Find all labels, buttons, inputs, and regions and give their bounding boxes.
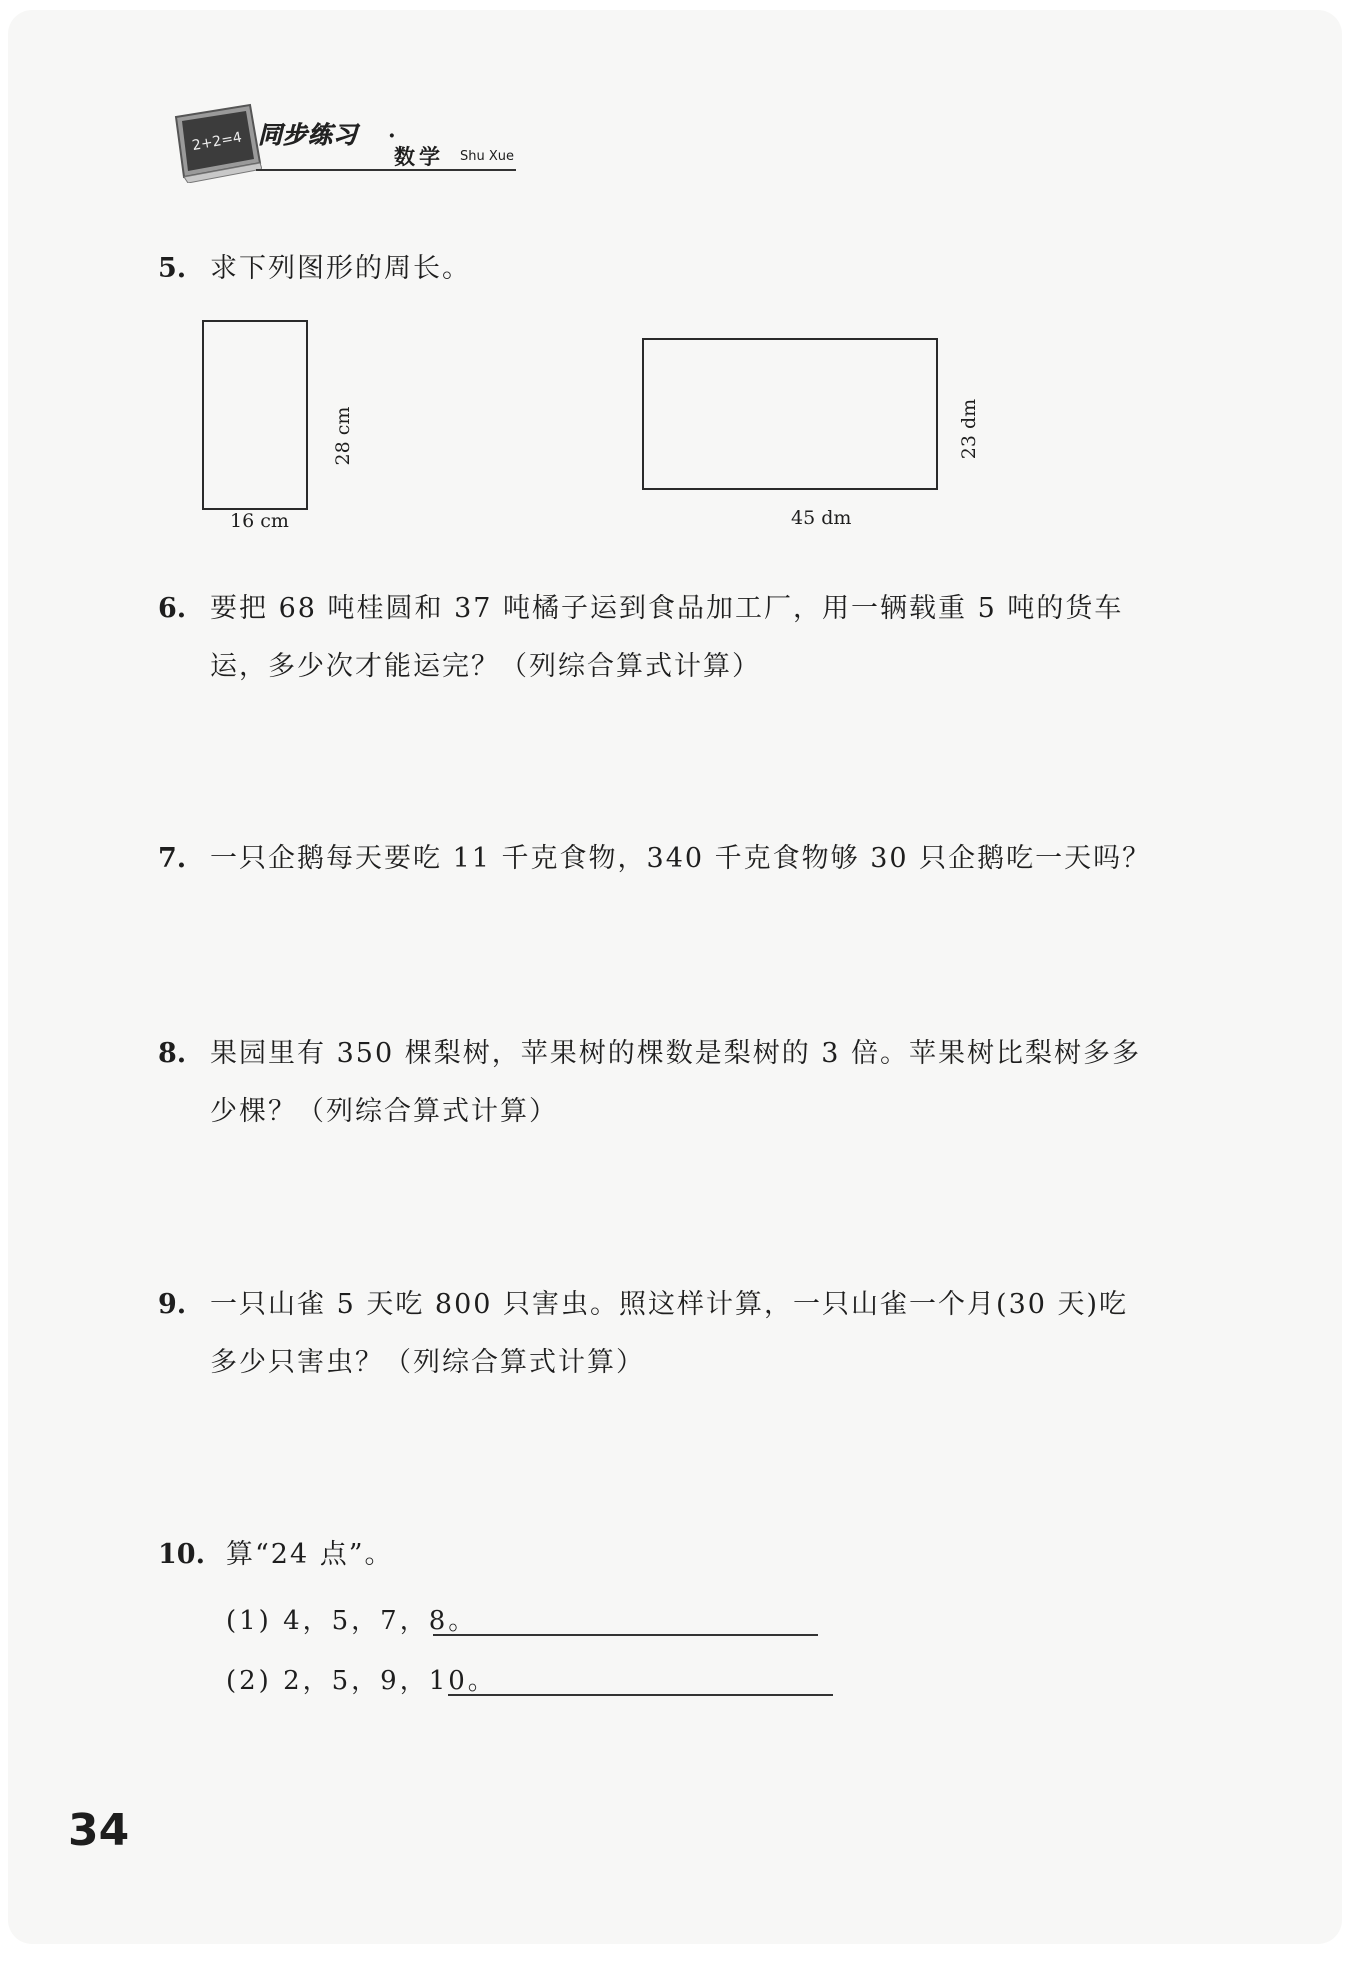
question-number: 6. [158,593,187,624]
brand-title: 同步练习 [258,121,358,149]
question-number: 5. [158,253,187,284]
question-text-line-2: 运，多少次才能运完？（列综合算式计算） [210,651,761,682]
svg-text:2+2=4: 2+2=4 [190,129,244,155]
question-number: 9. [158,1289,187,1320]
question-text: 一只企鹅每天要吃 11 千克食物，340 千克食物够 30 只企鹅吃一天吗？ [210,843,1152,874]
question-text-line-1: 一只山雀 5 天吃 800 只害虫。照这样计算，一只山雀一个月(30 天)吃 [210,1289,1129,1320]
rectangle-figure-2 [642,338,938,490]
q10-item-2: (2) 2，5，9，10。 [226,1666,497,1696]
answer-blank-1[interactable] [433,1634,818,1636]
question-text: 求下列图形的周长。 [210,253,471,284]
rect1-width-label: 16 cm [230,510,289,532]
rectangle-figure-1 [202,320,308,510]
rect2-height-label: 23 dm [958,398,980,460]
q10-item-1: (1) 4，5，7，8。 [226,1606,478,1636]
question-text-line-1: 要把 68 吨桂圆和 37 吨橘子运到食品加工厂，用一辆载重 5 吨的货车 [210,593,1124,624]
subject-label: 数学 [394,145,444,169]
rect1-height-label: 28 cm [332,406,354,466]
question-number: 10. [158,1539,205,1570]
chalkboard-icon [170,103,262,183]
page-number: 34 [68,1805,130,1856]
answer-blank-2[interactable] [448,1694,833,1696]
workbook-page [8,10,1342,1944]
header-dot: · [388,123,396,149]
workbook-header [158,95,538,195]
subject-pinyin: Shu Xue [460,149,515,164]
rect2-width-label: 45 dm [791,507,852,529]
question-text-line-1: 果园里有 350 棵梨树，苹果树的棵数是梨树的 3 倍。苹果树比梨树多多 [210,1038,1142,1069]
question-text-line-2: 多少只害虫？（列综合算式计算） [210,1347,645,1378]
header-rule [256,169,516,171]
question-text-line-2: 少棵？（列综合算式计算） [210,1096,558,1127]
question-number: 7. [158,843,187,874]
question-number: 8. [158,1038,187,1069]
question-text: 算“24 点”。 [226,1539,394,1570]
